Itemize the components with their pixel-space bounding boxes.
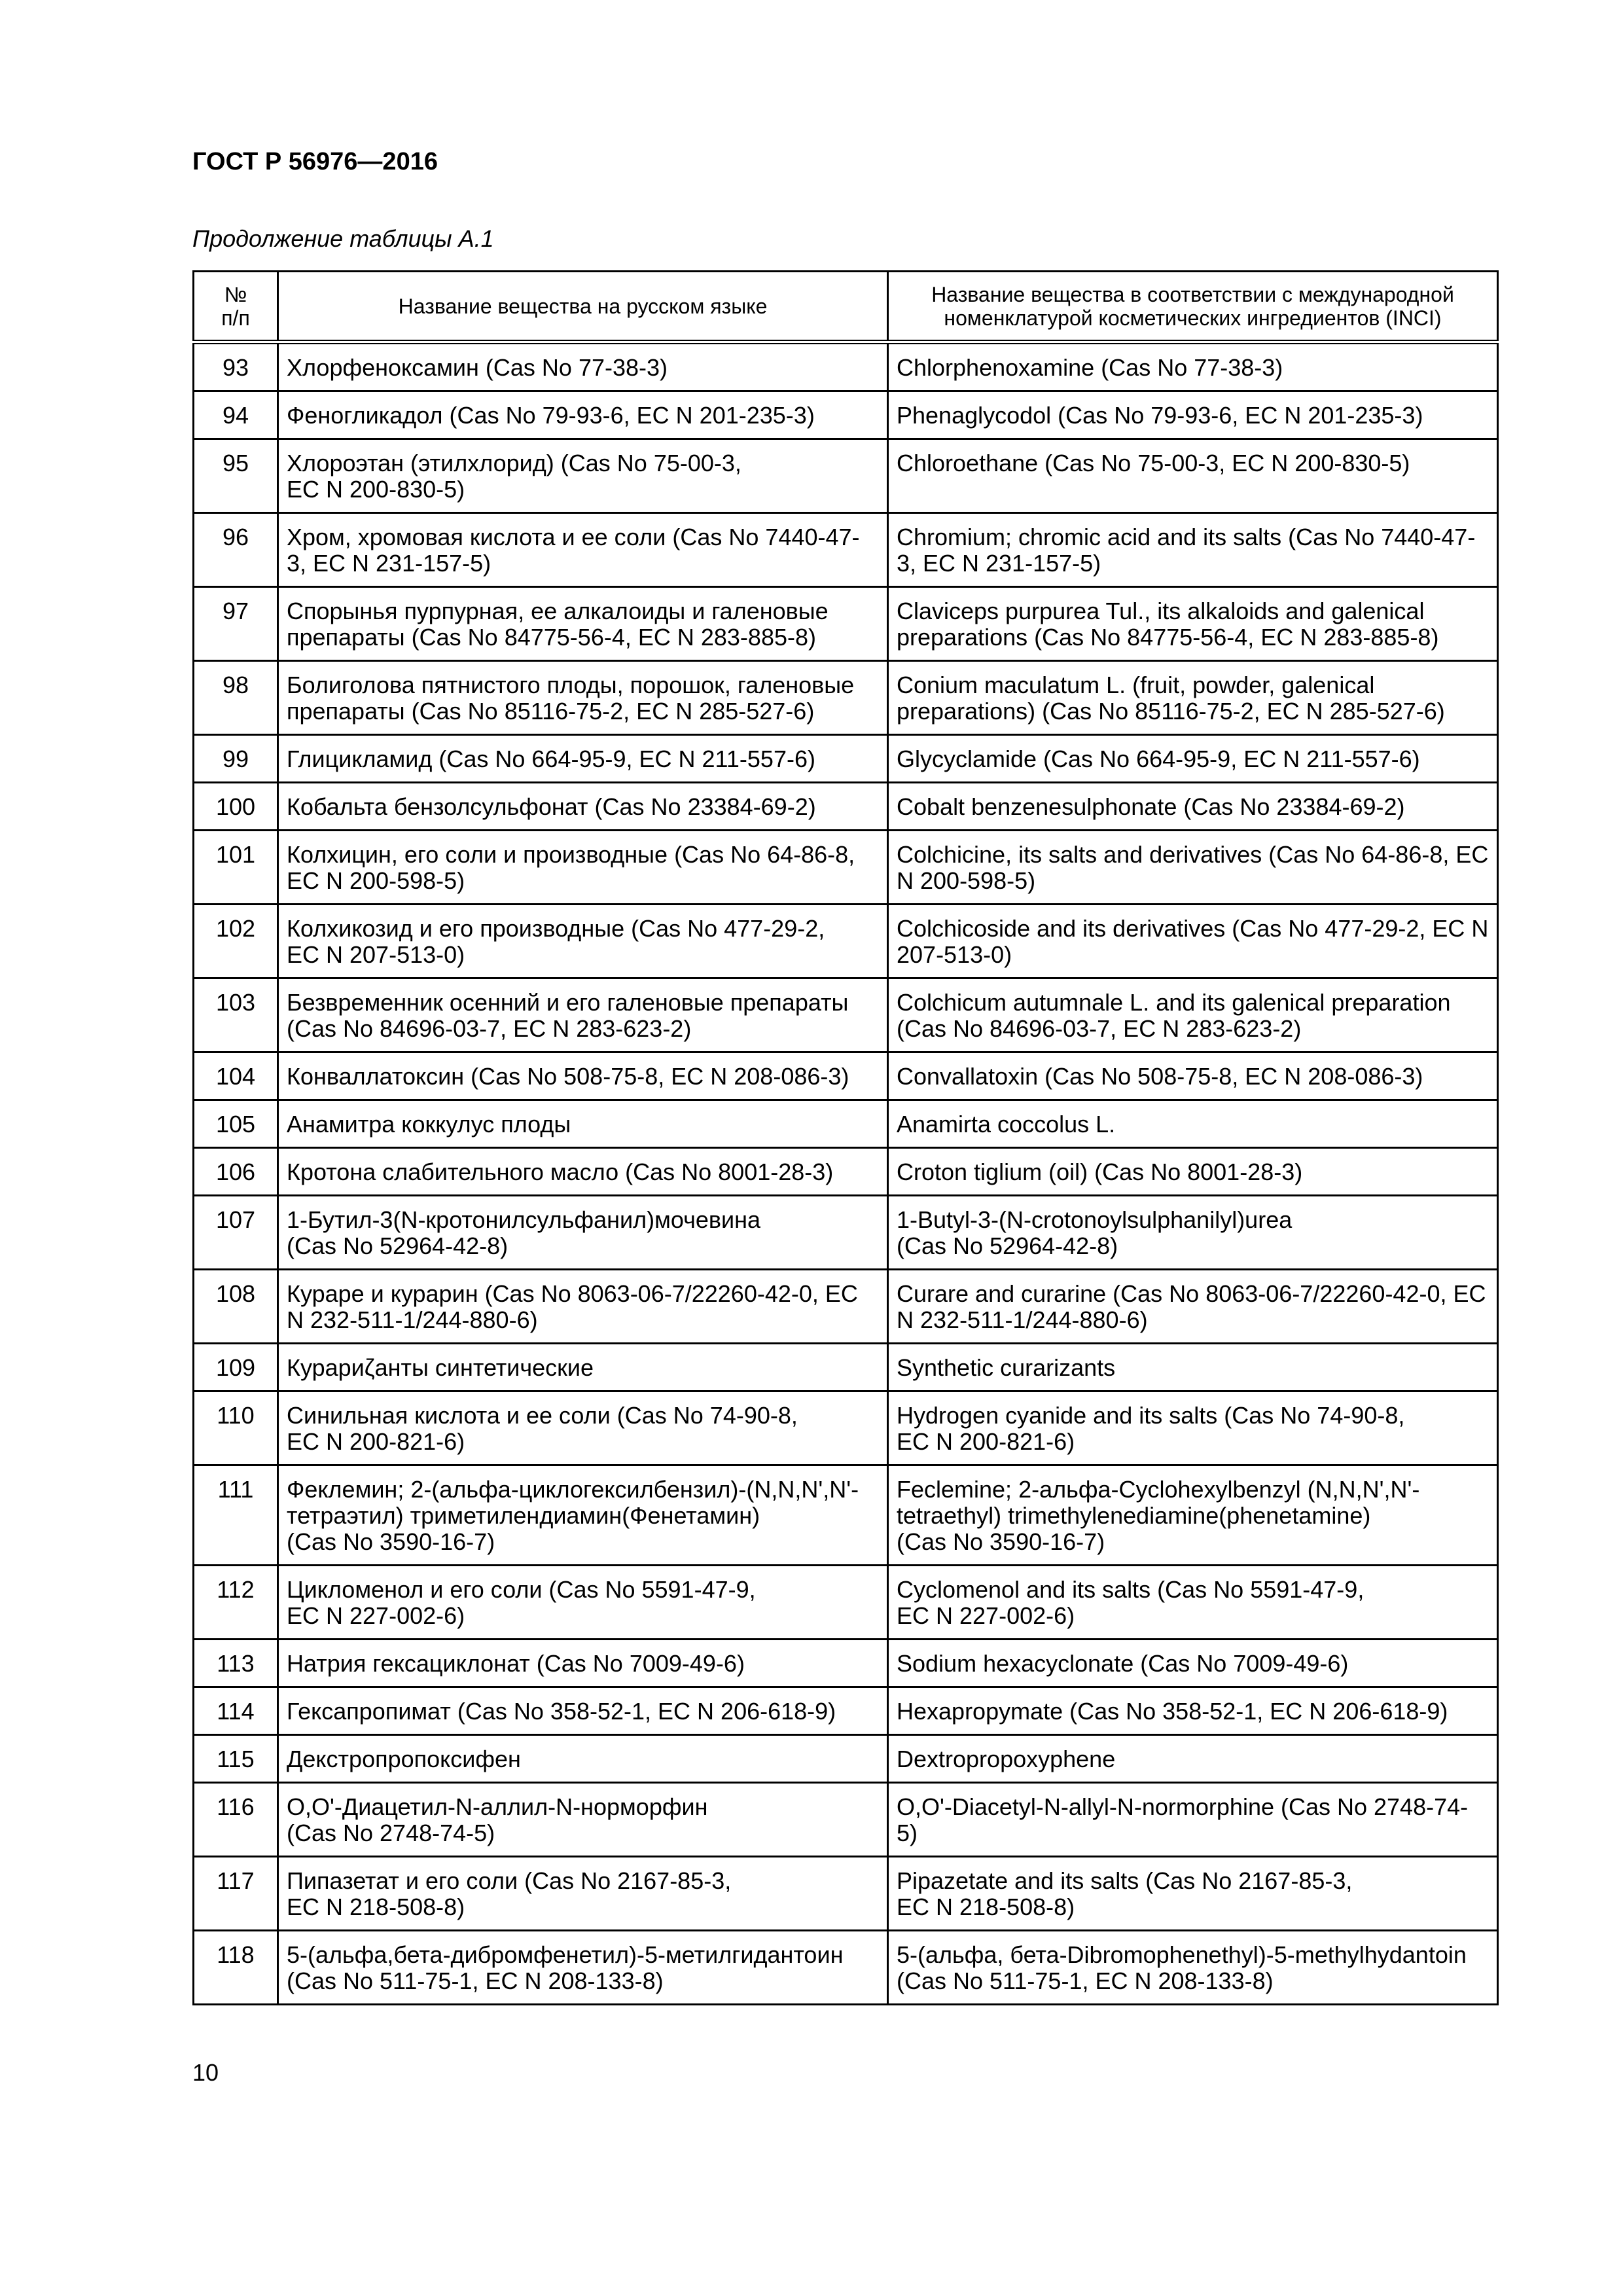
column-header-russian-name: Название вещества на русском языке (278, 272, 888, 342)
russian-name-cell: Цикломенол и его соли (Cas No 5591-47-9, EC N 227-002-6) (278, 1566, 888, 1640)
row-number-cell: 114 (194, 1687, 278, 1735)
russian-name-cell: Хром, хромовая кислота и ее соли (Cas No 7440-47-3, EC N 231-157-5) (278, 513, 888, 587)
russian-name-cell: Курариζанты синтетические (278, 1344, 888, 1391)
table-row (194, 1566, 1498, 1640)
row-number-cell: 102 (194, 905, 278, 978)
russian-name-cell: Синильная кислота и ее соли (Cas No 74-90-8, EC N 200-821-6) (278, 1391, 888, 1465)
table-row (194, 978, 1498, 1052)
inci-name-cell: Feclemine; 2-альфа-Cyclohexylbenzyl (N,N,N',N'-tetraethyl) trimethylenediamine(phenetamine) (Cas No 3590-16-7) (888, 1465, 1498, 1566)
table-header-row (194, 272, 1498, 342)
table-row (194, 1783, 1498, 1857)
table-caption: Продолжение таблицы А.1 (192, 225, 494, 252)
inci-name-cell: Convallatoxin (Cas No 508-75-8, EC N 208-086-3) (888, 1052, 1498, 1100)
table-row (194, 587, 1498, 661)
russian-name-cell: Кротона слабительного масло (Cas No 8001-28-3) (278, 1148, 888, 1196)
inci-name-cell: Sodium hexacyclonate (Cas No 7009-49-6) (888, 1640, 1498, 1687)
row-number-cell: 108 (194, 1270, 278, 1344)
table-row (194, 1687, 1498, 1735)
table-row (194, 1196, 1498, 1270)
inci-name-cell: Chromium; chromic acid and its salts (Cas No 7440-47-3, EC N 231-157-5) (888, 513, 1498, 587)
row-number-cell: 107 (194, 1196, 278, 1270)
inci-name-cell: Colchicoside and its derivatives (Cas No 477-29-2, EC N 207-513-0) (888, 905, 1498, 978)
row-number-cell: 109 (194, 1344, 278, 1391)
document-header: ГОСТ Р 56976—2016 (192, 148, 438, 175)
column-header-inci-name: Название вещества в соответствии с международной номенклатурой косметических ингредиентов (INCI) (888, 272, 1498, 342)
inci-name-cell: Pipazetate and its salts (Cas No 2167-85-3, EC N 218-508-8) (888, 1857, 1498, 1931)
russian-name-cell: Безвременник осенний и его галеновые препараты (Cas No 84696-03-7, EC N 283-623-2) (278, 978, 888, 1052)
table-row (194, 1391, 1498, 1465)
row-number-cell: 94 (194, 391, 278, 439)
table-row (194, 1100, 1498, 1148)
inci-name-cell: Synthetic curarizants (888, 1344, 1498, 1391)
inci-name-cell: Hexapropymate (Cas No 358-52-1, EC N 206-618-9) (888, 1687, 1498, 1735)
table-row (194, 342, 1498, 391)
russian-name-cell: Феногликадол (Cas No 79-93-6, EC N 201-235-3) (278, 391, 888, 439)
inci-name-cell: Cobalt benzenesulphonate (Cas No 23384-69-2) (888, 783, 1498, 831)
russian-name-cell: Болиголова пятнистого плоды, порошок, галеновые препараты (Cas No 85116-75-2, EC N 285-527-6) (278, 661, 888, 735)
table-row (194, 831, 1498, 905)
table-row (194, 1270, 1498, 1344)
inci-name-cell: Cyclomenol and its salts (Cas No 5591-47-9, EC N 227-002-6) (888, 1566, 1498, 1640)
russian-name-cell: 5-(альфа,бета-дибромфенетил)-5-метилгидантоин (Cas No 511-75-1, EC N 208-133-8) (278, 1931, 888, 2005)
russian-name-cell: Гексапропимат (Cas No 358-52-1, EC N 206-618-9) (278, 1687, 888, 1735)
row-number-cell: 117 (194, 1857, 278, 1931)
table-row (194, 735, 1498, 783)
russian-name-cell: Феклемин; 2-(альфа-циклогексилбензил)-(N,N,N',N'-тетраэтил) триметилендиамин(Фенетамин) (Cas No 3590-16-7) (278, 1465, 888, 1566)
table-row (194, 1052, 1498, 1100)
table-row (194, 1857, 1498, 1931)
russian-name-cell: Хлорфеноксамин (Cas No 77-38-3) (278, 342, 888, 391)
inci-name-cell: Chloroethane (Cas No 75-00-3, EC N 200-830-5) (888, 439, 1498, 513)
russian-name-cell: Кобальта бензолсульфонат (Cas No 23384-69-2) (278, 783, 888, 831)
russian-name-cell: Пипазетат и его соли (Cas No 2167-85-3, EC N 218-508-8) (278, 1857, 888, 1931)
row-number-cell: 113 (194, 1640, 278, 1687)
inci-name-cell: Anamirta coccolus L. (888, 1100, 1498, 1148)
row-number-cell: 106 (194, 1148, 278, 1196)
table-row (194, 1148, 1498, 1196)
row-number-cell: 118 (194, 1931, 278, 2005)
row-number-cell: 105 (194, 1100, 278, 1148)
inci-name-cell: Colchicum autumnale L. and its galenical preparation (Cas No 84696-03-7, EC N 283-623-2) (888, 978, 1498, 1052)
russian-name-cell: Анамитра коккулус плоды (278, 1100, 888, 1148)
table-row (194, 1344, 1498, 1391)
table-row (194, 661, 1498, 735)
inci-name-cell: Claviceps purpurea Tul., its alkaloids and galenical preparations (Cas No 84775-56-4, EC N 283-885-8) (888, 587, 1498, 661)
table-row (194, 1931, 1498, 2005)
inci-name-cell: Dextropropoxyphene (888, 1735, 1498, 1783)
russian-name-cell: Хлороэтан (этилхлорид) (Cas No 75-00-3, EC N 200-830-5) (278, 439, 888, 513)
substances-table (192, 270, 1499, 2005)
inci-name-cell: Colchicine, its salts and derivatives (Cas No 64-86-8, EC N 200-598-5) (888, 831, 1498, 905)
table-row (194, 1640, 1498, 1687)
russian-name-cell: Натрия гексациклонат (Cas No 7009-49-6) (278, 1640, 888, 1687)
table-row (194, 1735, 1498, 1783)
russian-name-cell: Глицикламид (Cas No 664-95-9, EC N 211-557-6) (278, 735, 888, 783)
inci-name-cell: Croton tiglium (oil) (Cas No 8001-28-3) (888, 1148, 1498, 1196)
row-number-cell: 101 (194, 831, 278, 905)
row-number-cell: 110 (194, 1391, 278, 1465)
row-number-cell: 103 (194, 978, 278, 1052)
row-number-cell: 93 (194, 342, 278, 391)
inci-name-cell: Conium maculatum L. (fruit, powder, galenical preparations) (Cas No 85116-75-2, EC N 285-527-6) (888, 661, 1498, 735)
row-number-cell: 97 (194, 587, 278, 661)
inci-name-cell: 1-Butyl-3-(N-crotonoylsulphanilyl)urea (Cas No 52964-42-8) (888, 1196, 1498, 1270)
row-number-cell: 112 (194, 1566, 278, 1640)
row-number-cell: 95 (194, 439, 278, 513)
inci-name-cell: Chlorphenoxamine (Cas No 77-38-3) (888, 342, 1498, 391)
table-row (194, 1465, 1498, 1566)
inci-name-cell: O,O'-Diacetyl-N-allyl-N-normorphine (Cas No 2748-74-5) (888, 1783, 1498, 1857)
russian-name-cell: Колхицин, его соли и производные (Cas No 64-86-8, EC N 200-598-5) (278, 831, 888, 905)
table-row (194, 905, 1498, 978)
russian-name-cell: 1-Бутил-3(N-кротонилсульфанил)мочевина (Cas No 52964-42-8) (278, 1196, 888, 1270)
row-number-cell: 111 (194, 1465, 278, 1566)
inci-name-cell: Curare and curarine (Cas No 8063-06-7/22260-42-0, EC N 232-511-1/244-880-6) (888, 1270, 1498, 1344)
russian-name-cell: Декстропропоксифен (278, 1735, 888, 1783)
russian-name-cell: Колхикозид и его производные (Cas No 477-29-2, EC N 207-513-0) (278, 905, 888, 978)
column-header-number: № п/п (194, 272, 278, 342)
inci-name-cell: Glycyclamide (Cas No 664-95-9, EC N 211-557-6) (888, 735, 1498, 783)
row-number-cell: 104 (194, 1052, 278, 1100)
russian-name-cell: Кураре и курарин (Cas No 8063-06-7/22260-42-0, EC N 232-511-1/244-880-6) (278, 1270, 888, 1344)
inci-name-cell: 5-(альфа, бета-Dibromophenethyl)-5-methylhydantoin (Cas No 511-75-1, EC N 208-133-8) (888, 1931, 1498, 2005)
table-row (194, 513, 1498, 587)
inci-name-cell: Phenaglycodol (Cas No 79-93-6, EC N 201-235-3) (888, 391, 1498, 439)
table-row (194, 783, 1498, 831)
table-row (194, 439, 1498, 513)
russian-name-cell: O,O'-Диацетил-N-аллил-N-норморфин (Cas No 2748-74-5) (278, 1783, 888, 1857)
row-number-cell: 99 (194, 735, 278, 783)
inci-name-cell: Hydrogen cyanide and its salts (Cas No 74-90-8, EC N 200-821-6) (888, 1391, 1498, 1465)
row-number-cell: 115 (194, 1735, 278, 1783)
russian-name-cell: Конваллатоксин (Cas No 508-75-8, EC N 208-086-3) (278, 1052, 888, 1100)
page-number: 10 (192, 2059, 219, 2086)
row-number-cell: 100 (194, 783, 278, 831)
row-number-cell: 98 (194, 661, 278, 735)
russian-name-cell: Спорынья пурпурная, ее алкалоиды и галеновые препараты (Cas No 84775-56-4, EC N 283-885-8) (278, 587, 888, 661)
table-body (194, 342, 1498, 2005)
row-number-cell: 116 (194, 1783, 278, 1857)
table-row (194, 391, 1498, 439)
row-number-cell: 96 (194, 513, 278, 587)
